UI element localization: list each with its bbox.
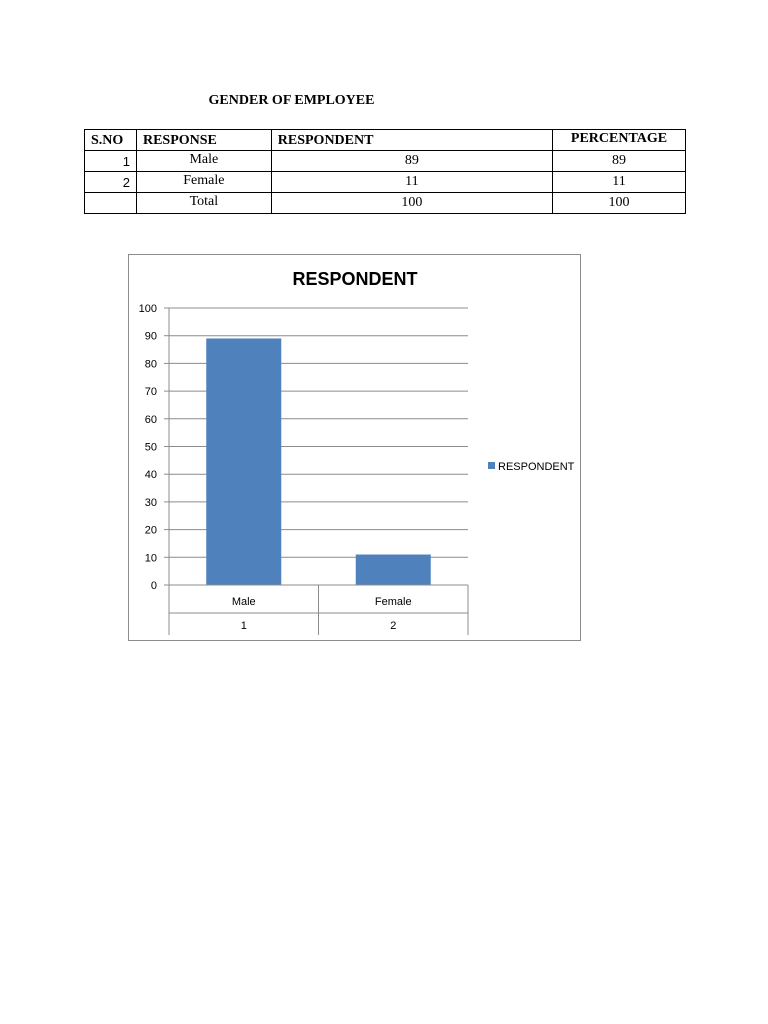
legend-label: RESPONDENT [498,461,575,473]
header-sno: S.NO [85,130,137,151]
y-tick-label: 10 [144,552,157,565]
x-category-label: Female [374,596,412,608]
y-tick-label: 0 [150,580,157,592]
cell-percentage: 100 [553,193,686,214]
y-tick-label: 40 [144,469,157,482]
cell-percentage: 89 [553,151,686,172]
cell-respondent: 89 [271,151,552,172]
x-group-label: 1 [240,620,247,632]
cell-sno: 1 [85,151,137,172]
bar-female [356,555,431,585]
cell-sno [85,193,137,214]
x-category-label: Male [231,596,256,608]
bar-chart [129,255,580,640]
y-tick-label: 70 [144,386,157,399]
bar-male [206,338,281,585]
cell-percentage: 11 [553,172,686,193]
chart-frame [128,254,581,641]
table-row [85,172,686,193]
header-response: RESPONSE [136,130,271,151]
y-tick-label: 50 [144,441,157,454]
table-header-row [85,130,686,151]
x-group-label: 2 [390,620,397,632]
legend-swatch [488,462,495,469]
response-table [84,129,686,214]
header-respondent: RESPONDENT [271,130,552,151]
cell-response: Male [136,151,271,172]
y-tick-label: 100 [138,303,157,315]
chart-title: RESPONDENT [292,269,418,289]
table-row [85,193,686,214]
y-tick-label: 20 [144,524,157,537]
header-percentage: PERCENTAGE [553,130,686,151]
table-row [85,151,686,172]
cell-respondent: 11 [271,172,552,193]
y-tick-label: 30 [144,496,157,509]
y-tick-label: 80 [144,358,157,371]
y-tick-label: 90 [144,330,157,343]
cell-response: Female [136,172,271,193]
document-title: GENDER OF EMPLOYEE [208,93,375,108]
cell-response: Total [136,193,271,214]
cell-respondent: 100 [271,193,552,214]
cell-sno: 2 [85,172,137,193]
y-tick-label: 60 [144,413,157,426]
